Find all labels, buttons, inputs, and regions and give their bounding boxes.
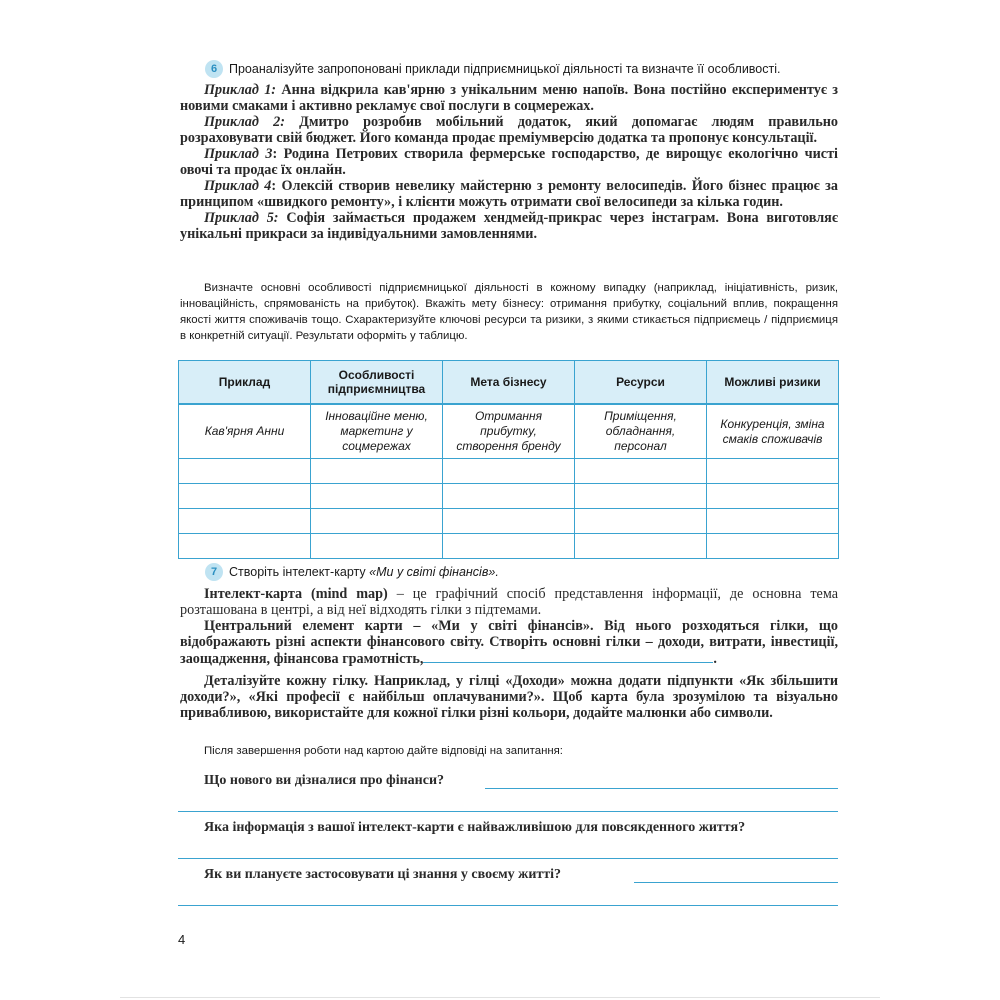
task-7-body [180,586,838,721]
table-cell: Конкуренція, зміна смаків споживачів [707,404,839,459]
table-row [179,484,839,509]
example-5: Приклад 5: Софія займається продажем хендмейд-прикрас через інстаграм. Вона виготовляє унікальні прикраси за індивідуальними замовленнями. [180,210,838,242]
example-4: Приклад 4: Олексій створив невелику майстерню з ремонту велосипедів. Його бізнес працює за принципом «швидкого ремонту», і клієнти можуть отримати свої велосипеди за кілька годин. [180,178,838,210]
table-row [179,509,839,534]
empty-cell[interactable] [443,459,575,484]
example-1: Приклад 1: Анна відкрила кав'ярню з унікальним меню напоїв. Вона постійно експериментує з новими смаками і активно рекламує свої послуги в соцмережах. [180,82,838,114]
empty-cell[interactable] [575,459,707,484]
page-divider [120,997,880,998]
table-header-row [179,361,839,405]
empty-cell[interactable] [575,534,707,559]
empty-cell[interactable] [707,509,839,534]
empty-cell[interactable] [179,534,311,559]
empty-cell[interactable] [443,534,575,559]
task-6-title: Проаналізуйте запропоновані приклади підприємницької діяльності та визначте її особливості. [229,62,781,76]
empty-cell[interactable] [311,459,443,484]
column-header: Особливості підприємництва [311,361,443,405]
detail-paragraph: Деталізуйте кожну гілку. Наприклад, у гілці «Доходи» можна додати підпункти «Як збільшити доходи?», «Які професії є найбільш оплачуваними?». Щоб карта була зрозумілою та візуально привабливою, використайте для кожної гілки різні кольори, додайте малюнки або символи. [180,673,838,721]
example-2: Приклад 2: Дмитро розробив мобільний додаток, який допомагає людям правильно розраховувати свій бюджет. Його команда продає преміумверсію додатка та пропонує консультації. [180,114,838,146]
branch-answer-line[interactable] [423,650,713,663]
table-cell: Кав'ярня Анни [179,404,311,459]
examples-block [180,82,838,242]
analysis-table [178,360,839,559]
task-7-heading [205,563,845,581]
empty-cell[interactable] [311,534,443,559]
empty-cell[interactable] [311,484,443,509]
table-row [179,404,839,459]
after-text: Після завершення роботи над картою дайте відповіді на запитання: [204,745,563,757]
table-cell: Приміщення, обладнання, персонал [575,404,707,459]
question-2: Яка інформація з вашої інтелект-карти є найважливішою для повсякденного життя? [204,820,746,835]
table-cell: Отримання прибутку, створення бренду [443,404,575,459]
empty-cell[interactable] [443,509,575,534]
answer-line[interactable] [178,905,838,906]
column-header: Мета бізнесу [443,361,575,405]
answer-line[interactable] [634,882,838,883]
task-6-instruction: Визначте основні особливості підприємницької діяльності в кожному випадку (наприклад, ініціативність, ризик, інноваційність, спрямованість на прибуток). Вкажіть мету бізнесу: отримання прибутку, соціальний вплив, покращення якості життя споживачів тощо. Схарактеризуйте ключові ресурси та ризики, з якими стикається підприємець / підприємиця в конкретній ситуації. Результати оформіть у таблицю. [180,282,838,342]
question-1: Що нового ви дізналися про фінанси? [204,773,445,788]
empty-cell[interactable] [707,459,839,484]
empty-cell[interactable] [179,484,311,509]
empty-cell[interactable] [707,534,839,559]
empty-cell[interactable] [179,459,311,484]
empty-cell[interactable] [179,509,311,534]
column-header: Можливі ризики [707,361,839,405]
column-header: Приклад [179,361,311,405]
task-6-heading [205,60,845,78]
empty-cell[interactable] [443,484,575,509]
table-row [179,459,839,484]
empty-cell[interactable] [575,509,707,534]
task-7-title: Створіть інтелект-карту «Ми у світі фінансів». [229,565,499,579]
task-number-badge: 7 [205,563,223,581]
task-number-badge: 6 [205,60,223,78]
answer-line[interactable] [178,858,838,859]
empty-cell[interactable] [707,484,839,509]
empty-cell[interactable] [575,484,707,509]
example-3: Приклад 3: Родина Петрових створила фермерське господарство, де вирощує екологічно чисті овочі та продає їх онлайн. [180,146,838,178]
answer-line[interactable] [178,811,838,812]
central-element-paragraph: Центральний елемент карти – «Ми у світі фінансів». Від нього розходяться гілки, що відображають різні аспекти фінансового світу. Створіть основні гілки – доходи, витрати, інвестиції, заощадження, фінансова грамотність, . [180,618,838,667]
answer-line[interactable] [485,788,838,789]
table-row [179,534,839,559]
question-3: Як ви плануєте застосовувати ці знання у своєму житті? [204,867,562,882]
mind-map-definition: Інтелект-карта (mind map) – це графічний спосіб представлення інформації, де основна тема розташована в центрі, а від неї відходять гілки з підтемами. [180,586,838,618]
column-header: Ресурси [575,361,707,405]
page-number: 4 [178,932,186,947]
table-cell: Інноваційне меню, маркетинг у соцмережах [311,404,443,459]
empty-cell[interactable] [311,509,443,534]
